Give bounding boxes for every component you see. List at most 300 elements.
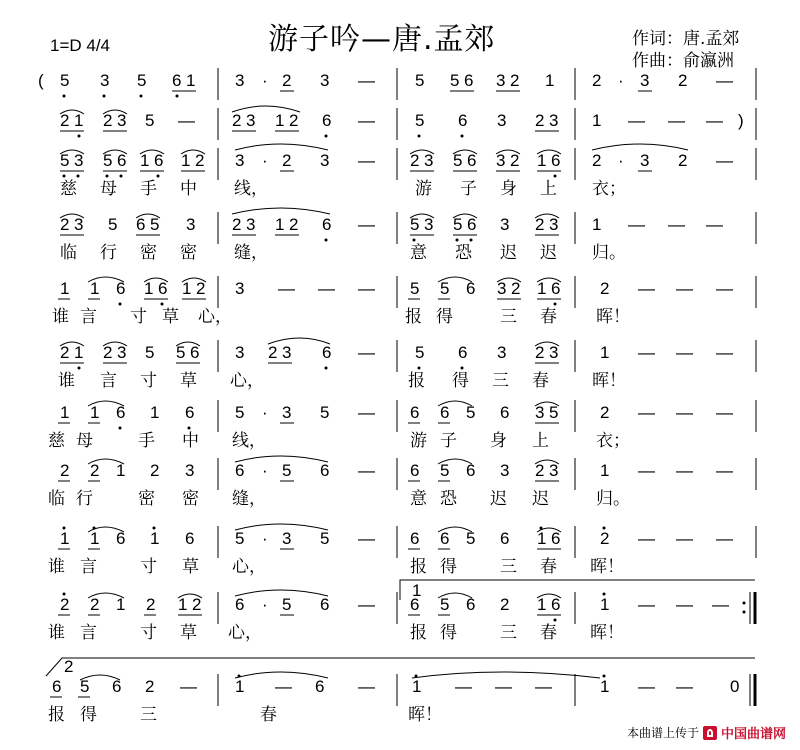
note-symbol: — [358, 403, 375, 422]
note-symbol: 2 [510, 151, 520, 170]
note-symbol: 5 [150, 215, 160, 234]
lyric-char: 行 [100, 243, 117, 262]
note-symbol: 1 [90, 279, 100, 298]
octave-dot [103, 95, 106, 98]
note-symbol: 6 [315, 677, 325, 696]
note-symbol: — [358, 677, 375, 696]
note-symbol: 1 [600, 343, 610, 362]
score-row-8 [48, 456, 756, 508]
note-symbol: 5 [235, 529, 245, 548]
note-symbol: 5 [466, 403, 476, 422]
note-symbol: — [318, 279, 335, 298]
note-symbol: 3 [117, 111, 127, 130]
note-symbol: — [638, 529, 655, 548]
note-symbol: 2 [196, 279, 206, 298]
note-symbol: — [628, 215, 645, 234]
note-symbol: 6 [172, 71, 182, 90]
lyric-char: 意 [410, 243, 427, 262]
score-row-2 [60, 106, 756, 140]
note-symbol: 1 [90, 529, 100, 548]
note-symbol: — [278, 279, 295, 298]
lyric-char: 中 [182, 431, 199, 450]
note-symbol: 5 [320, 403, 330, 422]
note-symbol: 6 [464, 71, 474, 90]
octave-dot [413, 239, 416, 242]
note-symbol: 6 [500, 529, 510, 548]
lyric-char: 三 [140, 705, 157, 724]
note-symbol: 1 [150, 403, 160, 422]
note-symbol: 5 [235, 403, 245, 422]
note-symbol: 5 [415, 71, 425, 90]
lyric-char: 衣； [596, 431, 630, 450]
note-symbol: · [262, 71, 268, 90]
octave-dot [603, 527, 606, 530]
note-symbol: — [716, 151, 733, 170]
lyric-char: 临 [60, 243, 77, 262]
note-symbol: 3 [74, 215, 84, 234]
lyric-char: 游 [410, 431, 427, 450]
lyric-char: 晖！ [590, 623, 624, 642]
octave-dot [743, 602, 746, 605]
note-symbol: 1 [90, 403, 100, 422]
note-symbol: — [676, 343, 693, 362]
note-symbol: — [716, 529, 733, 548]
note-symbol: 3 [497, 343, 507, 362]
lyric-char: 得 [440, 623, 457, 642]
note-symbol: 2 [600, 403, 610, 422]
note-symbol: 5 [282, 595, 292, 614]
lyric-char: 言 [80, 623, 97, 642]
octave-dot [106, 175, 109, 178]
note-symbol: 2 [60, 461, 70, 480]
lyric-char: 春 [540, 623, 557, 642]
note-symbol: 2 [410, 151, 420, 170]
lyric-char: 报 [405, 307, 422, 326]
note-symbol: 1 [74, 111, 84, 130]
note-symbol: 2 [232, 215, 242, 234]
note-symbol: 6 [410, 403, 420, 422]
lyric-char: 报 [408, 371, 425, 390]
note-symbol: 0 [730, 677, 740, 696]
octave-dot [78, 135, 81, 138]
note-symbol: · [262, 461, 268, 480]
note-symbol: 3 [424, 215, 434, 234]
note-symbol: 6 [500, 403, 510, 422]
note-symbol: 6 [154, 151, 164, 170]
note-symbol: 6 [185, 529, 195, 548]
lyric-char: 草 [182, 557, 199, 576]
footer-prefix: 本曲谱上传于 [626, 726, 699, 740]
octave-dot [418, 367, 421, 370]
note-symbol: 6 [185, 403, 195, 422]
note-symbol: — [676, 461, 693, 480]
note-symbol: 3 [246, 111, 256, 130]
note-symbol: 2 [232, 111, 242, 130]
footer-site-link[interactable]: 中国曲谱网 [720, 727, 786, 742]
note-symbol: 1 [412, 677, 422, 696]
octave-dot [63, 593, 66, 596]
note-symbol: 3 [185, 461, 195, 480]
octave-dot [63, 95, 66, 98]
note-symbol: 2 [60, 215, 70, 234]
note-symbol: 2 [282, 151, 292, 170]
octave-dot [78, 367, 81, 370]
note-symbol: 2 [511, 279, 521, 298]
note-symbol: 2 [535, 111, 545, 130]
song-title: 游子吟—唐.孟郊 [268, 22, 496, 57]
note-symbol: 3 [549, 343, 559, 362]
note-symbol: 6 [466, 595, 476, 614]
note-symbol: 2 [90, 595, 100, 614]
lyric-char: 恐 [455, 243, 472, 262]
note-symbol: 2 [600, 529, 610, 548]
note-symbol: 1 [60, 529, 70, 548]
note-symbol: ) [738, 111, 744, 130]
note-symbol: 3 [74, 151, 84, 170]
note-symbol: 5 [282, 461, 292, 480]
octave-dot [554, 175, 557, 178]
slur-mark [46, 658, 755, 676]
lyric-char: 子 [460, 179, 477, 198]
lyric-char: 寸 [140, 371, 157, 390]
note-symbol: 2 [150, 461, 160, 480]
note-symbol: 2 [195, 151, 205, 170]
lyric-char: 缝， [232, 489, 266, 508]
note-symbol: 1 [600, 677, 610, 696]
note-symbol: 5 [440, 595, 450, 614]
lyric-char: 寸 [140, 623, 157, 642]
note-symbol: 6 [466, 461, 476, 480]
note-symbol: 3 [497, 111, 507, 130]
slur-mark [592, 144, 688, 150]
note-symbol: · [618, 71, 624, 90]
lyric-char: 谁 [48, 623, 65, 642]
lyric-char: 缝， [234, 243, 268, 262]
note-symbol: 2 [60, 595, 70, 614]
note-symbol: — [668, 111, 685, 130]
lyric-char: 恐 [440, 489, 457, 508]
octave-dot [554, 303, 557, 306]
note-symbol: 6 [551, 279, 561, 298]
lyric-char: 谁 [58, 371, 75, 390]
note-symbol: 5 [145, 111, 155, 130]
lyric-char: 密 [138, 489, 155, 508]
lyric-char: 心， [228, 623, 262, 642]
octave-dot [119, 427, 122, 430]
note-symbol: — [358, 595, 375, 614]
note-symbol: 1 [116, 595, 126, 614]
note-symbol: 2 [146, 595, 156, 614]
note-symbol: 3 [535, 403, 545, 422]
note-symbol: 1 [60, 279, 70, 298]
note-symbol: 6 [458, 343, 468, 362]
lyric-char: 报 [410, 557, 427, 576]
note-symbol: 5 [450, 71, 460, 90]
lyric-char: 迟 [490, 489, 507, 508]
note-symbol: 3 [282, 403, 292, 422]
lyric-char: 得 [452, 371, 469, 390]
lyric-char: 谁 [52, 307, 69, 326]
note-symbol: 1 [275, 215, 285, 234]
note-symbol: 1 [144, 279, 154, 298]
score-row-1 [38, 68, 756, 100]
note-symbol: 6 [158, 279, 168, 298]
octave-dot [470, 239, 473, 242]
lyric-char: 谁 [48, 557, 65, 576]
note-symbol: — [716, 343, 733, 362]
footer-credit [627, 723, 786, 742]
score-row-6 [58, 338, 756, 390]
note-symbol: 3 [235, 71, 245, 90]
lyric-char: 春 [540, 307, 557, 326]
note-symbol: 2 [145, 677, 155, 696]
note-symbol: — [358, 111, 375, 130]
note-symbol: 1 [275, 111, 285, 130]
octave-dot [63, 175, 66, 178]
note-symbol: — [358, 343, 375, 362]
lyric-char: 行 [76, 489, 93, 508]
note-symbol: 1 [537, 151, 547, 170]
note-symbol: 2 [103, 343, 113, 362]
note-symbol: 5 [60, 71, 70, 90]
note-symbol: 5 [145, 343, 155, 362]
slur-mark [232, 208, 330, 214]
note-symbol: 2 [268, 343, 278, 362]
note-symbol: — [358, 461, 375, 480]
note-symbol: 2 [90, 461, 100, 480]
octave-dot [743, 611, 746, 614]
note-symbol: 2 [678, 71, 688, 90]
octave-dot [153, 527, 156, 530]
lyric-char: 密 [140, 243, 157, 262]
note-symbol: 3 [100, 71, 110, 90]
note-symbol: 3 [424, 151, 434, 170]
lyric-char: 言 [80, 307, 97, 326]
lyric-char: 迟 [532, 489, 549, 508]
note-symbol: 6 [410, 529, 420, 548]
note-symbol: 3 [235, 279, 245, 298]
note-symbol: 6 [322, 111, 332, 130]
lyric-char: 得 [436, 307, 453, 326]
note-symbol: 5 [320, 529, 330, 548]
note-symbol: 1 [116, 461, 126, 480]
volta-2-label: 2 [64, 657, 74, 676]
note-symbol: 2 [510, 71, 520, 90]
lyric-char: 草 [180, 371, 197, 390]
octave-dot [161, 303, 164, 306]
lyric-char: 线， [232, 431, 266, 450]
note-symbol: 3 [320, 151, 330, 170]
note-symbol: 2 [678, 151, 688, 170]
octave-dot [461, 135, 464, 138]
lyric-char: 春 [532, 371, 549, 390]
note-symbol: — [712, 595, 729, 614]
lyric-char: 春 [540, 557, 557, 576]
lyric-char: 寸 [130, 307, 147, 326]
octave-dot [603, 675, 606, 678]
lyric-char: 寸 [140, 557, 157, 576]
note-symbol: ( [38, 71, 44, 90]
lyric-char: 草 [180, 623, 197, 642]
note-symbol: 2 [282, 71, 292, 90]
note-symbol: 6 [116, 403, 126, 422]
score-row-5 [52, 276, 756, 326]
lyric-char: 晖！ [590, 557, 624, 576]
note-symbol: 3 [496, 151, 506, 170]
note-symbol: 2 [535, 343, 545, 362]
lyric-char: 线， [234, 179, 268, 198]
score-row-4 [60, 208, 756, 262]
note-symbol: 6 [235, 595, 245, 614]
octave-dot [456, 239, 459, 242]
note-symbol: — [676, 279, 693, 298]
lyric-char: 密 [182, 489, 199, 508]
note-symbol: — [706, 111, 723, 130]
note-symbol: · [262, 529, 268, 548]
lyric-char: 心， [232, 557, 266, 576]
octave-dot [325, 367, 328, 370]
lyric-char: 三 [500, 623, 517, 642]
lyric-char: 临 [48, 489, 65, 508]
note-symbol: 1 [235, 677, 245, 696]
note-symbol: — [358, 529, 375, 548]
note-symbol: 2 [60, 343, 70, 362]
note-symbol: 3 [640, 151, 650, 170]
note-symbol: — [358, 215, 375, 234]
lyric-char: 晖！ [592, 371, 626, 390]
note-symbol: 6 [467, 215, 477, 234]
note-symbol: 2 [103, 111, 113, 130]
lyric-char: 手 [140, 179, 157, 198]
note-symbol: 6 [320, 461, 330, 480]
note-symbol: 6 [136, 215, 146, 234]
note-symbol: 6 [440, 529, 450, 548]
note-symbol: 1 [181, 151, 191, 170]
lyric-char: 三 [492, 371, 509, 390]
note-symbol: — [638, 677, 655, 696]
lyric-char: 得 [440, 557, 457, 576]
note-symbol: — [638, 279, 655, 298]
note-symbol: — [676, 677, 693, 696]
note-symbol: 2 [289, 215, 299, 234]
note-symbol: 2 [289, 111, 299, 130]
note-symbol: 3 [640, 71, 650, 90]
lyric-char: 言 [100, 371, 117, 390]
lyric-char: 心， [198, 307, 232, 326]
note-symbol: — [358, 151, 375, 170]
note-symbol: · [262, 595, 268, 614]
octave-dot [325, 239, 328, 242]
lyric-char: 游 [415, 179, 432, 198]
note-symbol: 6 [458, 111, 468, 130]
note-symbol: 1 [74, 343, 84, 362]
note-symbol: 1 [186, 71, 196, 90]
note-symbol: — [716, 279, 733, 298]
note-symbol: 1 [182, 279, 192, 298]
note-symbol: 6 [52, 677, 62, 696]
note-symbol: 3 [117, 343, 127, 362]
note-symbol: — [638, 461, 655, 480]
note-symbol: — [638, 343, 655, 362]
lyric-char: 草 [162, 307, 179, 326]
note-symbol: — [638, 595, 655, 614]
note-symbol: 1 [545, 71, 555, 90]
note-symbol: 6 [322, 343, 332, 362]
octave-dot [157, 175, 160, 178]
note-symbol: — [495, 677, 512, 696]
lyric-char: 母 [76, 431, 93, 450]
key-signature: 1=D 4/4 [50, 36, 111, 55]
note-symbol: 1 [60, 403, 70, 422]
note-symbol: — [535, 677, 552, 696]
note-symbol: 6 [410, 595, 420, 614]
lyric-char: 衣； [592, 179, 626, 198]
note-symbol: 3 [282, 343, 292, 362]
note-symbol: 6 [116, 279, 126, 298]
lyric-char: 身 [490, 431, 507, 450]
lyric-char: 迟 [540, 243, 557, 262]
lyric-char: 归。 [592, 243, 626, 262]
lyric-char: 意 [410, 489, 427, 508]
lyric-char: 身 [500, 179, 517, 198]
note-symbol: 2 [535, 215, 545, 234]
lyric-char: 晖！ [408, 705, 442, 724]
note-symbol: 5 [108, 215, 118, 234]
note-symbol: 3 [320, 71, 330, 90]
octave-dot [176, 95, 179, 98]
note-symbol: 5 [440, 279, 450, 298]
lyric-char: 上 [540, 179, 557, 198]
lyric-char: 报 [48, 705, 65, 724]
note-symbol: — [178, 111, 195, 130]
note-symbol: 2 [192, 595, 202, 614]
note-symbol: 3 [549, 215, 559, 234]
octave-dot [554, 619, 557, 622]
note-symbol: 6 [410, 461, 420, 480]
lyricist-credit: 作词：唐.孟郊 [632, 29, 740, 49]
octave-dot [77, 175, 80, 178]
note-symbol: 1 [140, 151, 150, 170]
score-row-11 [46, 657, 755, 724]
note-symbol: 3 [186, 215, 196, 234]
lyric-char: 心， [230, 371, 264, 390]
lyric-char: 言 [80, 557, 97, 576]
note-symbol: 1 [150, 529, 160, 548]
note-symbol: 6 [116, 529, 126, 548]
note-symbol: 5 [466, 529, 476, 548]
lyric-char: 归。 [596, 489, 630, 508]
lyric-char: 慈 [60, 179, 77, 198]
note-symbol: — [716, 403, 733, 422]
lyric-char: 慈 [48, 431, 65, 450]
note-symbol: 5 [453, 151, 463, 170]
lyric-char: 迟 [500, 243, 517, 262]
lyric-char: 手 [138, 431, 155, 450]
note-symbol: — [706, 215, 723, 234]
note-symbol: — [676, 595, 693, 614]
note-symbol: 6 [440, 403, 450, 422]
note-symbol: 1 [600, 595, 610, 614]
note-symbol: — [638, 403, 655, 422]
score-row-3 [60, 144, 756, 198]
note-symbol: 2 [600, 279, 610, 298]
octave-dot [418, 135, 421, 138]
note-symbol: 2 [500, 595, 510, 614]
note-symbol: 5 [415, 343, 425, 362]
octave-dot [120, 175, 123, 178]
note-symbol: — [628, 111, 645, 130]
lyric-char: 上 [532, 431, 549, 450]
